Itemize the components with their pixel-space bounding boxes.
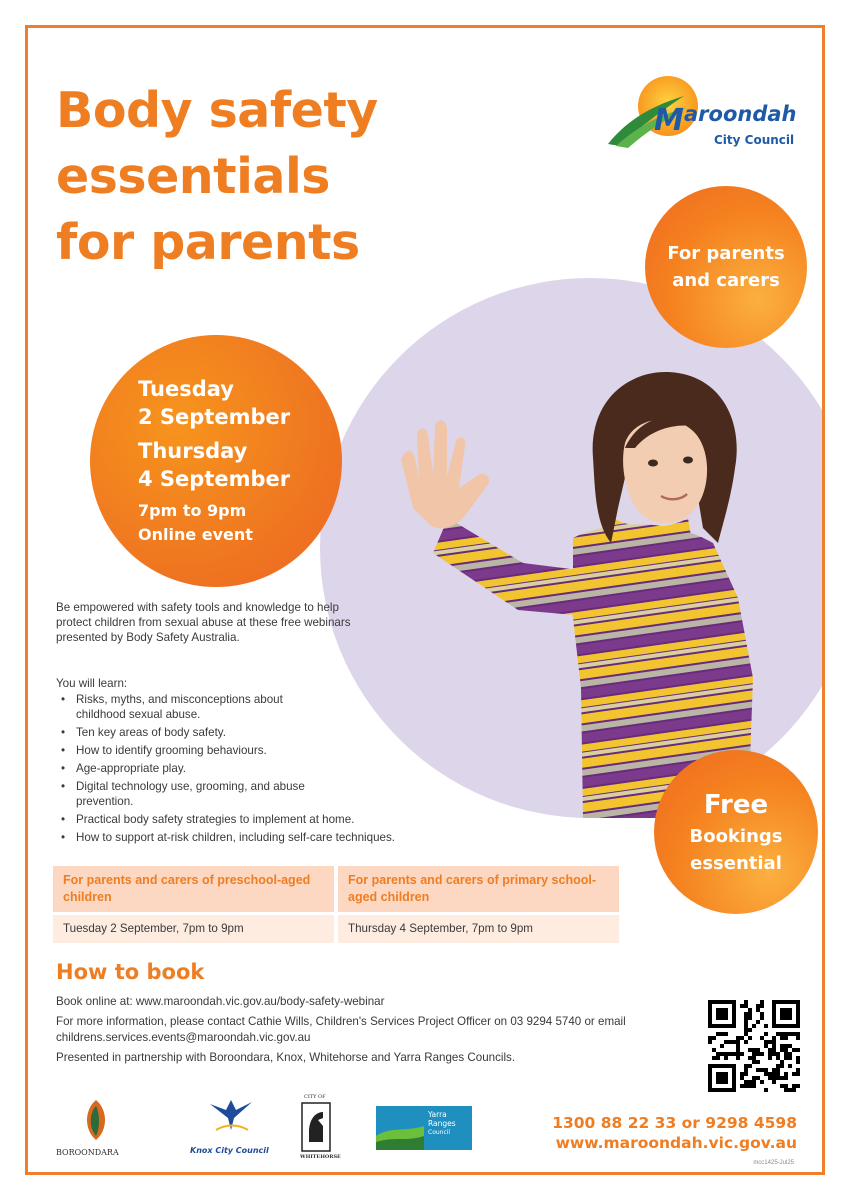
event-day-1: Tuesday [138,377,234,401]
logo-subtitle: City Council [714,133,795,147]
boroondara-name: BOROONDARA [56,1148,119,1157]
list-item: • Practical body safety strategies to implement at home. [56,812,486,827]
title-line: essentials [56,148,330,205]
qr-code-icon[interactable] [708,1000,800,1092]
free-badge [654,750,818,914]
audience-line: For parents [667,243,785,264]
contact-details [552,1113,797,1153]
learn-list [56,692,486,848]
maroondah-logo [606,66,806,156]
bookings-label: Bookings [689,826,783,847]
poster-frame [25,25,825,1175]
free-label: Free [703,790,769,820]
contact-website[interactable]: www.maroondah.vic.gov.au [555,1134,797,1152]
audience-badge [645,186,807,348]
session-date: Tuesday 2 September, 7pm to 9pm [53,915,334,943]
event-dates-badge [90,335,342,587]
contact-phone[interactable]: 1300 88 22 33 or 9298 4598 [552,1114,797,1132]
essential-label: essential [690,853,782,874]
yarra-name-line: Yarra [428,1110,447,1119]
list-item: • Digital technology use, grooming, and abuse prevention. [56,779,326,809]
session-preschool [53,866,334,943]
intro-text: Be empowered with safety tools and knowledge to help protect children from sexual abuse at these free webinars presented by Body Safety Australia. [56,601,351,644]
title-line: for parents [56,214,360,271]
contact-info-text: For more information, please contact Cathie Wills, Children's Services Project Officer on 03 9294 5740 or email childrens.services.events@maroondah.vic.gov.au [56,1015,626,1044]
session-date: Thursday 4 September, 7pm to 9pm [338,915,619,943]
booking-link-text[interactable]: Book online at: www.maroondah.vic.gov.au/body-safety-webinar [56,995,385,1008]
partnership-text: Presented in partnership with Boroondara, Knox, Whitehorse and Yarra Ranges Councils. [56,1051,516,1064]
whitehorse-city-of: CITY OF [304,1094,326,1100]
learn-heading: You will learn: [56,677,128,690]
event-date-2: 4 September [138,467,291,491]
list-item: • Risks, myths, and misconceptions about childhood sexual abuse. [56,692,306,722]
partner-logos [56,1096,456,1166]
event-day-2: Thursday [138,439,248,463]
yarra-ranges-logo-icon [376,1106,472,1150]
title-line: Body safety [56,82,378,139]
knox-eagle-icon [206,1096,256,1136]
whitehorse-name: WHITEHORSE [300,1154,341,1160]
logo-initial: M [654,103,684,138]
yarra-name-line: Ranges [428,1119,456,1128]
logo-name: aroondah [684,102,797,126]
yarra-name-line: Council [428,1129,451,1136]
list-item: • How to identify grooming behaviours. [56,743,486,758]
event-date-1: 2 September [138,405,291,429]
whitehorse-knight-icon [301,1102,331,1152]
sessions-table [53,866,619,943]
audience-line: and carers [672,270,780,291]
session-heading: For parents and carers of primary school-aged children [338,866,619,912]
document-code: mcc1425-Jul25 [753,1160,794,1166]
event-time: 7pm to 9pm [138,501,247,520]
list-item: • Ten key areas of body safety. [56,725,486,740]
poster-title [56,78,476,276]
list-item: • Age-appropriate play. [56,761,486,776]
list-item: • How to support at-risk children, including self-care techniques. [56,830,486,845]
how-to-book-heading: How to book [56,960,205,984]
knox-name: Knox City Council [190,1146,269,1155]
session-primary [338,866,619,943]
boroondara-logo-icon [76,1098,116,1142]
event-mode: Online event [138,525,253,544]
how-to-book-text [56,994,626,1070]
session-heading: For parents and carers of preschool-aged children [53,866,334,912]
